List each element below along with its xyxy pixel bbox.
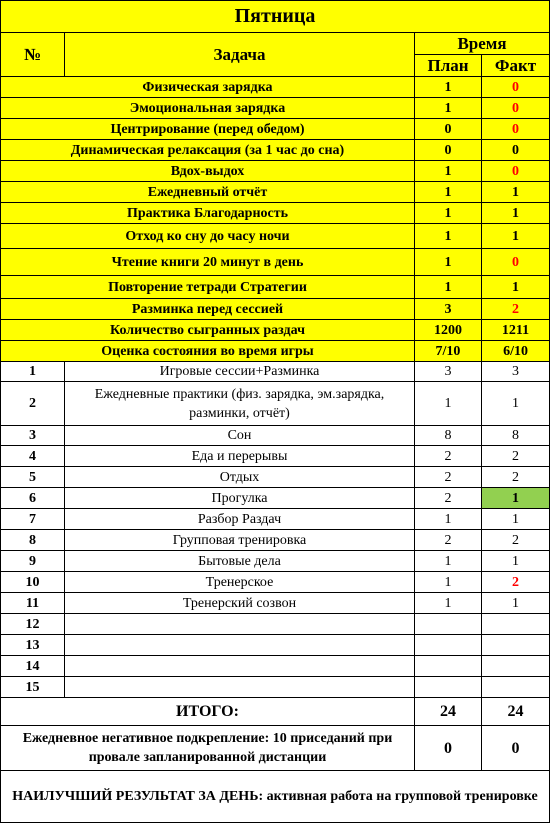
daily-plan: 0	[415, 119, 482, 140]
daily-task: Динамическая релаксация (за 1 час до сна)	[1, 140, 415, 161]
row-num: 15	[1, 677, 65, 698]
daily-plan: 1	[415, 249, 482, 276]
daily-task: Разминка перед сессией	[1, 299, 415, 320]
daily-fact: 6/10	[482, 341, 550, 362]
penalty-fact: 0	[482, 726, 550, 771]
total-label: ИТОГО:	[1, 698, 415, 726]
daily-fact: 0	[482, 119, 550, 140]
row-plan: 3	[415, 362, 482, 382]
daily-plan: 3	[415, 299, 482, 320]
daily-task: Центрирование (перед обедом)	[1, 119, 415, 140]
row-fact: 8	[482, 426, 550, 446]
row-fact	[482, 635, 550, 656]
penalty-text: Ежедневное негативное подкрепление: 10 приседаний при провале запланированной дистанции	[1, 726, 415, 771]
daily-fact: 1	[482, 203, 550, 224]
row-num: 9	[1, 551, 65, 572]
daily-task: Ежедневный отчёт	[1, 182, 415, 203]
row-fact-alert: 2	[482, 572, 550, 593]
row-task: Отдых	[65, 467, 415, 488]
header-plan: План	[415, 55, 482, 77]
row-fact: 1	[482, 509, 550, 530]
row-fact	[482, 677, 550, 698]
daily-task: Чтение книги 20 минут в день	[1, 249, 415, 276]
row-task: Тренерское	[65, 572, 415, 593]
row-fact: 1	[482, 593, 550, 614]
row-task: Групповая тренировка	[65, 530, 415, 551]
row-fact	[482, 656, 550, 677]
daily-plan: 1	[415, 182, 482, 203]
daily-fact: 1211	[482, 320, 550, 341]
daily-fact: 0	[482, 98, 550, 119]
row-task: Ежедневные практики (физ. зарядка, эм.зарядка, разминки, отчёт)	[65, 382, 415, 426]
row-plan	[415, 656, 482, 677]
daily-plan: 1200	[415, 320, 482, 341]
row-plan: 1	[415, 509, 482, 530]
row-num: 8	[1, 530, 65, 551]
row-plan: 2	[415, 488, 482, 509]
header-task: Задача	[65, 33, 415, 77]
daily-fact: 0	[482, 140, 550, 161]
row-fact: 2	[482, 467, 550, 488]
row-plan: 2	[415, 446, 482, 467]
daily-fact: 2	[482, 299, 550, 320]
row-task: Тренерский созвон	[65, 593, 415, 614]
row-plan	[415, 635, 482, 656]
daily-plan: 1	[415, 77, 482, 98]
daily-plan: 1	[415, 98, 482, 119]
penalty-plan: 0	[415, 726, 482, 771]
row-fact: 1	[482, 551, 550, 572]
day-title: Пятница	[1, 1, 550, 33]
daily-task: Эмоциональная зарядка	[1, 98, 415, 119]
row-num: 6	[1, 488, 65, 509]
daily-task: Оценка состояния во время игры	[1, 341, 415, 362]
row-plan	[415, 614, 482, 635]
row-task: Сон	[65, 426, 415, 446]
row-num: 11	[1, 593, 65, 614]
daily-task: Практика Благодарность	[1, 203, 415, 224]
row-task	[65, 656, 415, 677]
row-task: Бытовые дела	[65, 551, 415, 572]
daily-fact: 1	[482, 224, 550, 249]
header-num: №	[1, 33, 65, 77]
daily-plan: 1	[415, 203, 482, 224]
row-fact-highlight: 1	[482, 488, 550, 509]
daily-plan: 1	[415, 161, 482, 182]
daily-fact: 1	[482, 276, 550, 299]
row-num: 2	[1, 382, 65, 426]
row-task	[65, 614, 415, 635]
daily-fact: 0	[482, 249, 550, 276]
daily-task: Количество сыгранных раздач	[1, 320, 415, 341]
best-result-text: активная работа на групповой тренировке	[266, 789, 538, 804]
row-num: 12	[1, 614, 65, 635]
daily-task: Повторение тетради Стратегии	[1, 276, 415, 299]
daily-plan: 7/10	[415, 341, 482, 362]
daily-task: Отход ко сну до часу ночи	[1, 224, 415, 249]
row-num: 7	[1, 509, 65, 530]
daily-fact: 1	[482, 182, 550, 203]
row-task: Прогулка	[65, 488, 415, 509]
daily-plan: 1	[415, 276, 482, 299]
row-plan: 2	[415, 467, 482, 488]
row-num: 3	[1, 426, 65, 446]
row-fact	[482, 614, 550, 635]
daily-task: Вдох-выдох	[1, 161, 415, 182]
row-num: 1	[1, 362, 65, 382]
row-task	[65, 635, 415, 656]
daily-plan: 1	[415, 224, 482, 249]
daily-fact: 0	[482, 77, 550, 98]
row-plan: 8	[415, 426, 482, 446]
row-task: Игровые сессии+Разминка	[65, 362, 415, 382]
row-num: 13	[1, 635, 65, 656]
row-num: 14	[1, 656, 65, 677]
row-task: Разбор Раздач	[65, 509, 415, 530]
row-task	[65, 677, 415, 698]
row-fact: 1	[482, 382, 550, 426]
row-num: 5	[1, 467, 65, 488]
row-plan: 1	[415, 572, 482, 593]
row-num: 4	[1, 446, 65, 467]
header-fact: Факт	[482, 55, 550, 77]
row-fact: 3	[482, 362, 550, 382]
row-plan	[415, 677, 482, 698]
row-num: 10	[1, 572, 65, 593]
total-fact: 24	[482, 698, 550, 726]
daily-task: Физическая зарядка	[1, 77, 415, 98]
row-plan: 2	[415, 530, 482, 551]
row-plan: 1	[415, 551, 482, 572]
best-result-label: НАИЛУЧШИЙ РЕЗУЛЬТАТ ЗА ДЕНЬ:	[12, 789, 264, 804]
row-plan: 1	[415, 593, 482, 614]
row-plan: 1	[415, 382, 482, 426]
header-time: Время	[415, 33, 550, 55]
total-plan: 24	[415, 698, 482, 726]
best-result	[1, 771, 550, 823]
row-fact: 2	[482, 530, 550, 551]
row-fact: 2	[482, 446, 550, 467]
daily-plan: 0	[415, 140, 482, 161]
row-task: Еда и перерывы	[65, 446, 415, 467]
daily-fact: 0	[482, 161, 550, 182]
